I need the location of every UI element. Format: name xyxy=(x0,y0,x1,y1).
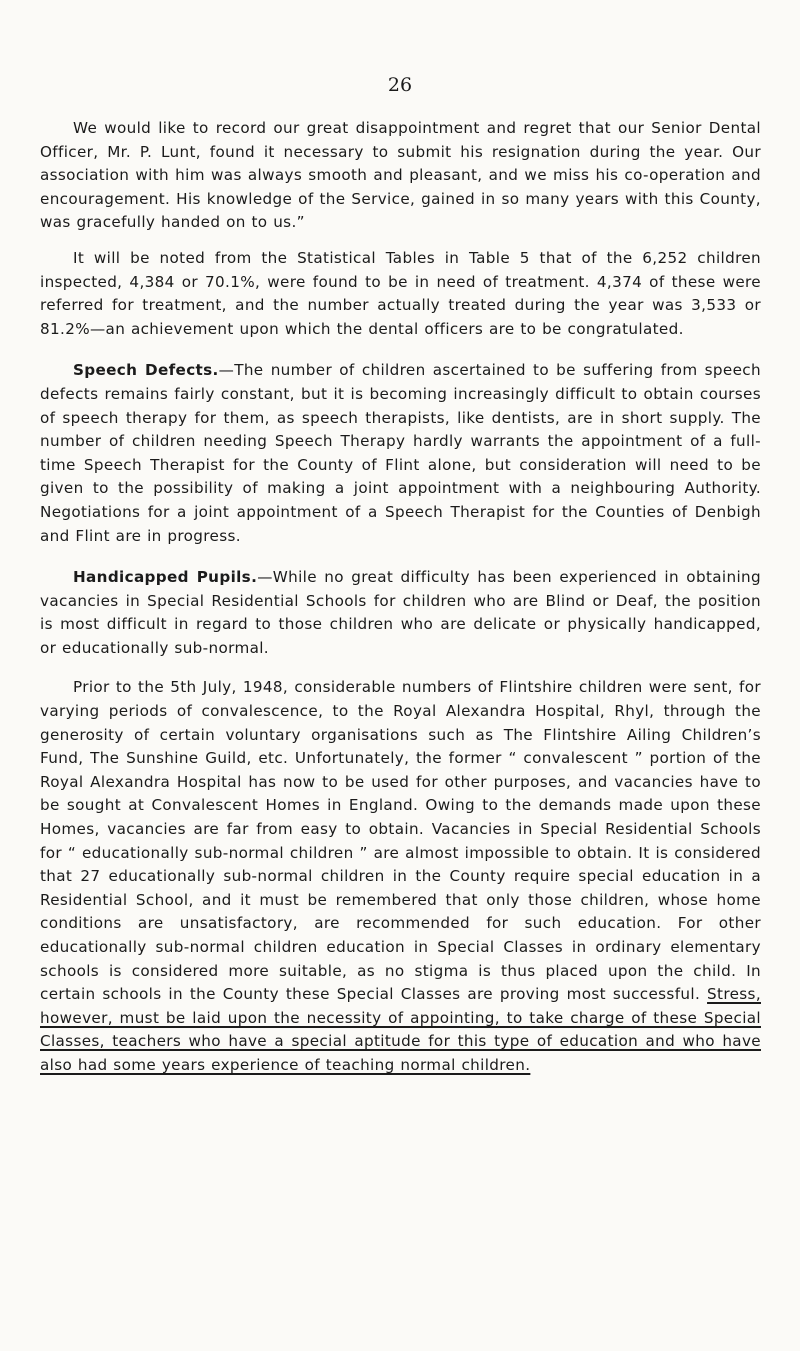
section-heading-handicapped-pupils: Handicapped Pupils. xyxy=(73,568,258,587)
paragraph-convalescence xyxy=(40,676,761,1077)
body-text xyxy=(40,117,761,1092)
paragraph-dental-statistics xyxy=(40,247,761,341)
page-number: 26 xyxy=(387,74,413,96)
paragraph-dental-resignation xyxy=(40,117,761,235)
section-heading-speech-defects: Speech Defects. xyxy=(73,361,219,380)
paragraph-text: —The number of children ascertained to be suffering from speech defects remains fairly constant, but it is becoming increasingly difficult to obtain courses of speech therapy for them, as speech therapists, like dentists, are in short supply. The number of children needing Speech Therapy hardly warrants the appointment of a full-time Speech Therapist for the County of Flint alone, but consideration will need to be given to the possibility of making a joint appointment with a neighbouring Authority. Negotiations for a joint appointment of a Speech Therapist for the Counties of Denbigh and Flint are in progress. xyxy=(40,361,761,545)
paragraph-text: —While no great difficulty has been experienced in obtaining vacancies in Special Residential Schools for children who are Blind or Deaf, the position is most difficult in regard to those children who are delicate or physically handicapped, or educationally sub-normal. xyxy=(40,568,761,657)
underlined-passage: Stress, however, must be laid upon the necessity of appointing, to take charge of these Special Classes, teachers who have a special aptitude for this type of education and who have also had some years experience of teaching normal children. xyxy=(40,985,761,1074)
paragraph-text: It will be noted from the Statistical Tables in Table 5 that of the 6,252 children inspected, 4,384 or 70.1%, were found to be in need of treatment. 4,374 of these were referred for treatment, and the number actually treated during the year was 3,533 or 81.2%—an achievement upon which the dental officers are to be congratulated. xyxy=(40,248,761,338)
paragraph-text: Prior to the 5th July, 1948, considerable numbers of Flintshire children were sent, for varying periods of convalescence, to the Royal Alexandra Hospital, Rhyl, through the generosity of certain voluntary organisations such as The Flintshire Ailing Children’s Fund, The Sunshine Guild, etc. Unfortunately, the former “ convalescent ” portion of the Royal Alexandra Hospital has now to be used for other purposes, and vacancies have to be sought at Convalescent Homes in England. Owing to the demands made upon these Homes, vacancies are far from easy to obtain. Vacancies in Special Residential Schools for “ educationally sub-normal children ” are almost impossible to obtain. It is considered that 27 educationally sub-normal children in the County require special education in a Residential School, and it must be remembered that only those children, whose home conditions are unsatisfactory, are recommended for such education. For other educationally sub-normal children education in Special Classes in ordinary elementary schools is considered more suitable, as no stigma is thus placed upon the child. In certain schools in the County these Special Classes are proving most successful. xyxy=(40,678,761,1004)
paragraph-text: We would like to record our great disappointment and regret that our Senior Dental Officer, Mr. P. Lunt, found it necessary to submit his resignation during the year. Our association with him was always smooth and pleasant, and we miss his co-operation and encouragement. His knowledge of the Service, gained in so many years with this County, was gracefully handed on to us.” xyxy=(40,119,761,232)
paragraph-handicapped-pupils xyxy=(40,566,761,660)
paragraph-speech-defects xyxy=(40,359,761,548)
